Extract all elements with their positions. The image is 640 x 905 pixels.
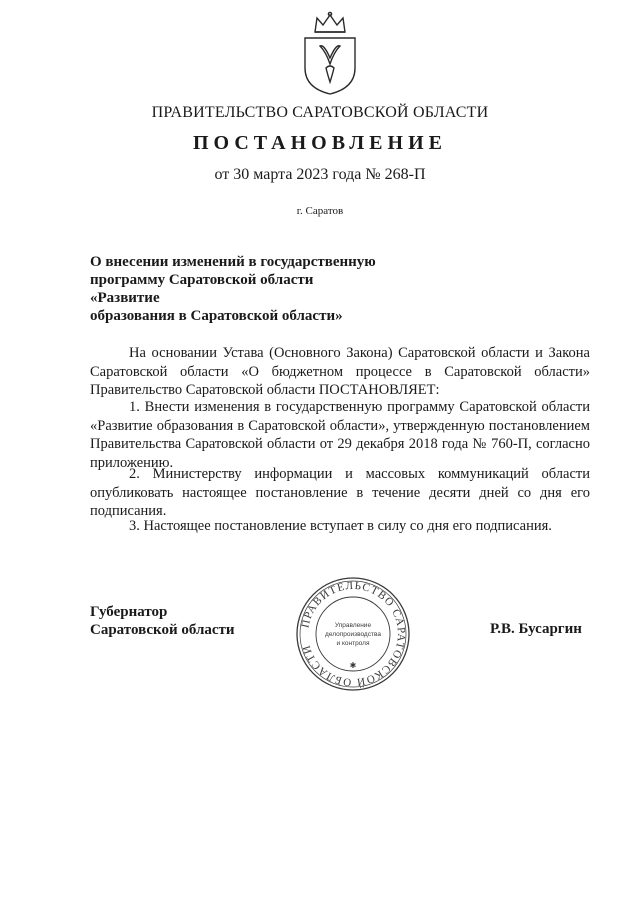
signatory-name: Р.В. Бусаргин <box>490 621 582 637</box>
seal-inner-text: делопроизводства <box>325 631 381 638</box>
document-type: ПОСТАНОВЛЕНИЕ <box>193 132 447 154</box>
seal-star-icon: ✱ <box>349 661 357 670</box>
signatory-title <box>90 603 235 639</box>
subject-line: О внесении изменений в государственную <box>90 254 376 270</box>
date-and-number: от 30 марта 2023 года № 268-П <box>214 166 426 183</box>
government-name: ПРАВИТЕЛЬСТВО САРАТОВСКОЙ ОБЛАСТИ <box>151 104 489 121</box>
clause-3-paragraph: 3. Настоящее постановление вступает в силу со дня его подписания. <box>129 518 552 534</box>
seal-inner-text: Управление <box>334 622 372 629</box>
signatory-title-line: Губернатор <box>90 604 168 620</box>
city-line: г. Саратов <box>296 205 344 217</box>
official-seal-icon <box>294 575 412 693</box>
signatory-title-line: Саратовской области <box>90 622 235 638</box>
subject-line: образования в Саратовской области» <box>90 308 343 324</box>
seal-ring-text: ПРАВИТЕЛЬСТВО САРАТОВСКОЙ ОБЛАСТИ <box>299 579 408 689</box>
preamble-paragraph: На основании Устава (Основного Закона) Саратовской области и Закона Саратовской области «О бюджетном процессе в Саратовской области» Правительство Саратовской области ПОСТАНОВЛЯЕТ: <box>90 345 590 398</box>
clause-1-paragraph: 1. Внести изменения в государственную программу Саратовской области «Развитие образования в Саратовской области», утвержденную постановлением Правительства Саратовской области от 29 декабря 2018 года № 760-П, согласно приложению. <box>90 399 590 471</box>
coat-of-arms-icon <box>297 10 363 96</box>
document-subject <box>90 253 380 325</box>
subject-line: программу Саратовской области «Развитие <box>90 272 314 306</box>
clause-2-paragraph: 2. Министерству информации и массовых коммуникаций области опубликовать настоящее постановление в течение десяти дней со дня его подписания. <box>90 466 590 519</box>
seal-inner-text: и контроля <box>336 640 370 647</box>
